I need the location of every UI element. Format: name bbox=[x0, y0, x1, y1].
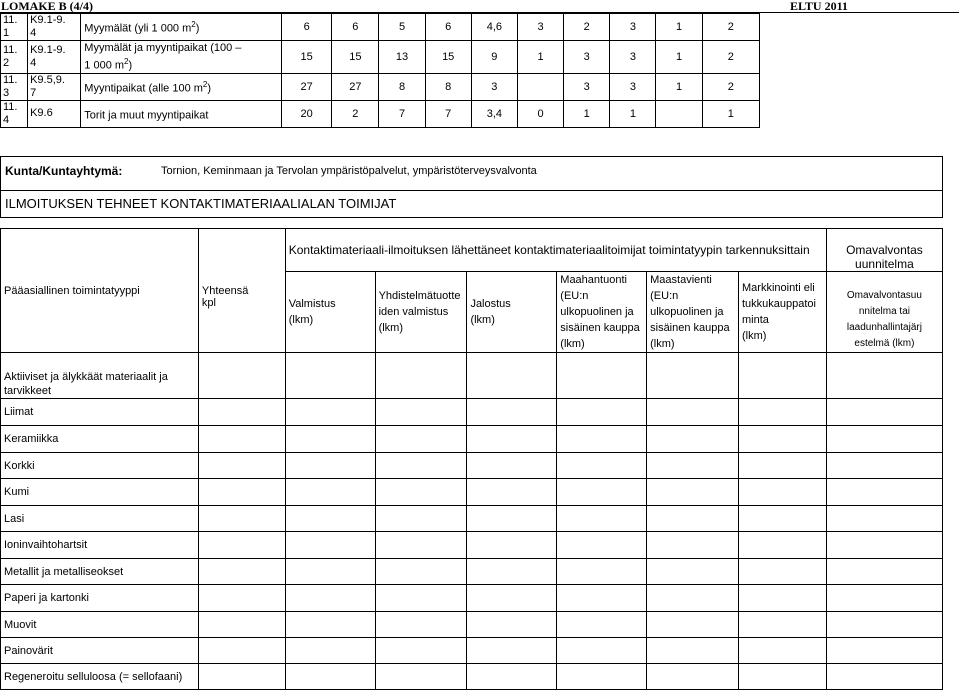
material-value-cell[interactable] bbox=[647, 532, 739, 559]
material-value-cell[interactable] bbox=[739, 353, 827, 399]
top-row bbox=[1, 41, 760, 74]
value-cell: 9 bbox=[471, 41, 517, 74]
material-value-cell[interactable] bbox=[375, 612, 467, 638]
material-value-cell[interactable] bbox=[198, 664, 285, 690]
value-cell: 0 bbox=[517, 100, 563, 127]
value-cell: 5 bbox=[379, 14, 425, 41]
material-value-cell[interactable] bbox=[198, 399, 285, 426]
material-value-cell[interactable] bbox=[826, 479, 942, 506]
material-value-cell[interactable] bbox=[375, 532, 467, 559]
material-value-cell[interactable] bbox=[375, 399, 467, 426]
form-id: LOMAKE B (4/4) bbox=[1, 0, 93, 13]
contact-material-table bbox=[0, 228, 943, 690]
material-value-cell[interactable] bbox=[375, 426, 467, 453]
material-value-cell[interactable] bbox=[467, 664, 557, 690]
top-row bbox=[1, 73, 760, 100]
material-value-cell[interactable] bbox=[467, 506, 557, 532]
value-cell: 1 bbox=[610, 100, 656, 127]
material-value-cell[interactable] bbox=[739, 506, 827, 532]
row-code: K9.6 bbox=[28, 100, 81, 127]
material-value-cell[interactable] bbox=[826, 532, 942, 559]
material-value-cell[interactable] bbox=[739, 585, 827, 612]
value-cell: 15 bbox=[332, 41, 379, 74]
value-cell: 13 bbox=[379, 41, 425, 74]
material-value-cell[interactable] bbox=[557, 353, 647, 399]
row-number: 11. 3 bbox=[1, 73, 28, 100]
top-row bbox=[1, 14, 760, 41]
value-cell: 2 bbox=[702, 41, 759, 74]
material-value-cell[interactable] bbox=[467, 612, 557, 638]
material-row bbox=[1, 585, 943, 612]
material-value-cell[interactable] bbox=[826, 585, 942, 612]
value-cell: 6 bbox=[332, 14, 379, 41]
material-value-cell[interactable] bbox=[285, 638, 375, 664]
value-cell: 6 bbox=[425, 14, 471, 41]
material-value-cell[interactable] bbox=[467, 353, 557, 399]
material-value-cell[interactable] bbox=[647, 612, 739, 638]
material-label: Regeneroitu selluloosa (= sellofaani) bbox=[1, 664, 199, 690]
row-code: K9.1-9. 4 bbox=[28, 14, 81, 41]
material-value-cell[interactable] bbox=[285, 353, 375, 399]
value-cell: 8 bbox=[425, 73, 471, 100]
material-value-cell[interactable] bbox=[647, 426, 739, 453]
value-cell: 7 bbox=[379, 100, 425, 127]
material-value-cell[interactable] bbox=[739, 638, 827, 664]
material-value-cell[interactable] bbox=[647, 585, 739, 612]
primary-type-header: Pääasiallinen toimintatyyppi bbox=[1, 229, 199, 353]
material-value-cell[interactable] bbox=[375, 664, 467, 690]
material-value-cell[interactable] bbox=[198, 638, 285, 664]
material-value-cell[interactable] bbox=[198, 353, 285, 399]
material-value-cell[interactable] bbox=[467, 453, 557, 479]
value-cell: 27 bbox=[332, 73, 379, 100]
material-row bbox=[1, 638, 943, 664]
material-value-cell[interactable] bbox=[198, 532, 285, 559]
material-value-cell[interactable] bbox=[647, 353, 739, 399]
material-value-cell[interactable] bbox=[647, 399, 739, 426]
value-cell: 6 bbox=[282, 14, 332, 41]
material-value-cell[interactable] bbox=[375, 353, 467, 399]
material-value-cell[interactable] bbox=[739, 479, 827, 506]
value-cell: 3 bbox=[517, 14, 563, 41]
row-label: Torit ja muut myyntipaikat bbox=[81, 100, 282, 127]
value-cell: 3 bbox=[471, 73, 517, 100]
value-cell: 3 bbox=[610, 14, 656, 41]
material-value-cell[interactable] bbox=[285, 664, 375, 690]
form-code: ELTU 2011 bbox=[790, 0, 848, 13]
value-cell: 1 bbox=[656, 41, 702, 74]
value-cell: 2 bbox=[332, 100, 379, 127]
top-row bbox=[1, 100, 760, 127]
material-value-cell[interactable] bbox=[285, 532, 375, 559]
material-value-cell[interactable] bbox=[557, 585, 647, 612]
row-label: Myymälät (yli 1 000 $m^2$) bbox=[81, 14, 282, 41]
material-value-cell[interactable] bbox=[739, 453, 827, 479]
material-label: Painovärit bbox=[1, 638, 199, 664]
material-value-cell[interactable] bbox=[647, 453, 739, 479]
material-value-cell[interactable] bbox=[557, 664, 647, 690]
material-value-cell[interactable] bbox=[557, 453, 647, 479]
value-cell: 1 bbox=[656, 14, 702, 41]
material-value-cell[interactable] bbox=[826, 559, 942, 585]
material-value-cell[interactable] bbox=[826, 426, 942, 453]
top-statistics-table bbox=[0, 13, 760, 128]
row-number: 11. 2 bbox=[1, 41, 28, 74]
material-value-cell[interactable] bbox=[739, 664, 827, 690]
material-value-cell[interactable] bbox=[826, 506, 942, 532]
material-label: Ioninvaihtohartsit bbox=[1, 532, 199, 559]
material-value-cell[interactable] bbox=[826, 399, 942, 426]
material-value-cell[interactable] bbox=[557, 559, 647, 585]
material-value-cell[interactable] bbox=[467, 399, 557, 426]
material-row bbox=[1, 664, 943, 690]
subcolumn-header: Valmistus (lkm) bbox=[285, 272, 375, 353]
material-row bbox=[1, 426, 943, 453]
value-cell: 3 bbox=[610, 41, 656, 74]
omav-subheader: Omavalvontasuu nnitelma tai laadunhallintajärj estelmä (lkm) bbox=[826, 272, 942, 353]
kunta-label: Kunta/Kuntayhtymä: bbox=[5, 164, 123, 178]
subcolumn-header: Maahantuonti (EU:n ulkopuolinen ja sisäinen kauppa (lkm) bbox=[557, 272, 647, 353]
material-value-cell[interactable] bbox=[285, 506, 375, 532]
value-cell: 3 bbox=[610, 73, 656, 100]
material-value-cell[interactable] bbox=[285, 399, 375, 426]
material-value-cell[interactable] bbox=[285, 559, 375, 585]
material-row bbox=[1, 399, 943, 426]
material-value-cell[interactable] bbox=[647, 479, 739, 506]
material-value-cell[interactable] bbox=[647, 506, 739, 532]
material-value-cell[interactable] bbox=[647, 664, 739, 690]
material-label: Lasi bbox=[1, 506, 199, 532]
material-value-cell[interactable] bbox=[557, 532, 647, 559]
material-value-cell[interactable] bbox=[198, 559, 285, 585]
material-label: Paperi ja kartonki bbox=[1, 585, 199, 612]
material-value-cell[interactable] bbox=[467, 638, 557, 664]
row-label: Myyntipaikat (alle 100 $m^2$) bbox=[81, 73, 282, 100]
material-value-cell[interactable] bbox=[739, 399, 827, 426]
subcolumn-header: Maastavienti (EU:n ulkopuolinen ja sisäinen kauppa (lkm) bbox=[647, 272, 739, 353]
material-label: Kumi bbox=[1, 479, 199, 506]
material-value-cell[interactable] bbox=[739, 612, 827, 638]
value-cell: 3,4 bbox=[471, 100, 517, 127]
material-value-cell[interactable] bbox=[198, 506, 285, 532]
material-value-cell[interactable] bbox=[557, 399, 647, 426]
row-code: K9.5,9. 7 bbox=[28, 73, 81, 100]
material-value-cell[interactable] bbox=[198, 612, 285, 638]
value-cell: 3 bbox=[564, 41, 610, 74]
row-label: Myymälät ja myyntipaikat (100 – 1 000 $m^2$) bbox=[81, 41, 282, 74]
material-label: Muovit bbox=[1, 612, 199, 638]
total-header: Yhteensä kpl bbox=[198, 229, 285, 353]
material-label: Keramiikka bbox=[1, 426, 199, 453]
material-value-cell[interactable] bbox=[285, 426, 375, 453]
material-label: Metallit ja metalliseokset bbox=[1, 559, 199, 585]
material-value-cell[interactable] bbox=[739, 532, 827, 559]
material-row bbox=[1, 532, 943, 559]
material-value-cell[interactable] bbox=[826, 664, 942, 690]
material-value-cell[interactable] bbox=[826, 638, 942, 664]
material-label: Korkki bbox=[1, 453, 199, 479]
value-cell: 4,6 bbox=[471, 14, 517, 41]
material-label: Liimat bbox=[1, 399, 199, 426]
value-cell: 15 bbox=[282, 41, 332, 74]
material-row bbox=[1, 453, 943, 479]
material-row bbox=[1, 353, 943, 399]
material-value-cell[interactable] bbox=[285, 479, 375, 506]
material-value-cell[interactable] bbox=[467, 426, 557, 453]
material-value-cell[interactable] bbox=[557, 638, 647, 664]
row-number: 11. 4 bbox=[1, 100, 28, 127]
material-value-cell[interactable] bbox=[739, 559, 827, 585]
material-value-cell[interactable] bbox=[375, 585, 467, 612]
material-value-cell[interactable] bbox=[467, 559, 557, 585]
material-value-cell[interactable] bbox=[467, 585, 557, 612]
material-value-cell[interactable] bbox=[557, 612, 647, 638]
value-cell: 15 bbox=[425, 41, 471, 74]
section-title: ILMOITUKSEN TEHNEET KONTAKTIMATERIAALIALAN TOIMIJAT bbox=[5, 196, 397, 211]
material-value-cell[interactable] bbox=[826, 453, 942, 479]
value-cell: 2 bbox=[702, 14, 759, 41]
material-label: Aktiiviset ja älykkäät materiaalit ja tarvikkeet bbox=[1, 353, 199, 399]
omav-header: Omavalvontas uunnitelma bbox=[826, 229, 942, 272]
material-value-cell[interactable] bbox=[557, 479, 647, 506]
material-value-cell[interactable] bbox=[285, 612, 375, 638]
material-value-cell[interactable] bbox=[198, 453, 285, 479]
material-value-cell[interactable] bbox=[375, 453, 467, 479]
value-cell: 1 bbox=[656, 73, 702, 100]
page-header bbox=[0, 0, 959, 13]
material-value-cell[interactable] bbox=[375, 506, 467, 532]
value-cell: 7 bbox=[425, 100, 471, 127]
material-value-cell[interactable] bbox=[826, 612, 942, 638]
value-cell bbox=[517, 73, 563, 100]
material-value-cell[interactable] bbox=[375, 559, 467, 585]
material-row bbox=[1, 506, 943, 532]
material-row bbox=[1, 479, 943, 506]
material-value-cell[interactable] bbox=[375, 638, 467, 664]
row-code: K9.1-9. 4 bbox=[28, 41, 81, 74]
value-cell: 27 bbox=[282, 73, 332, 100]
row-number: 11. 1 bbox=[1, 14, 28, 41]
material-value-cell[interactable] bbox=[647, 559, 739, 585]
value-cell: 8 bbox=[379, 73, 425, 100]
value-cell: 3 bbox=[564, 73, 610, 100]
value-cell: 1 bbox=[517, 41, 563, 74]
material-value-cell[interactable] bbox=[198, 585, 285, 612]
material-value-cell[interactable] bbox=[557, 506, 647, 532]
subcolumn-header: Jalostus (lkm) bbox=[467, 272, 557, 353]
material-value-cell[interactable] bbox=[375, 479, 467, 506]
value-cell: 2 bbox=[564, 14, 610, 41]
material-value-cell[interactable] bbox=[285, 453, 375, 479]
material-value-cell[interactable] bbox=[198, 479, 285, 506]
material-value-cell[interactable] bbox=[467, 479, 557, 506]
material-value-cell[interactable] bbox=[285, 585, 375, 612]
material-row bbox=[1, 612, 943, 638]
value-cell: 20 bbox=[282, 100, 332, 127]
material-value-cell[interactable] bbox=[557, 426, 647, 453]
material-value-cell[interactable] bbox=[467, 532, 557, 559]
value-cell: 2 bbox=[702, 73, 759, 100]
material-value-cell[interactable] bbox=[739, 426, 827, 453]
subcolumn-header: Markkinointi eli tukkukauppatoi minta (lkm) bbox=[739, 272, 827, 353]
material-value-cell[interactable] bbox=[647, 638, 739, 664]
material-row bbox=[1, 559, 943, 585]
value-cell: 1 bbox=[564, 100, 610, 127]
kunta-value: Tornion, Keminmaan ja Tervolan ympäristöpalvelut, ympäristöterveysvalvonta bbox=[161, 165, 537, 177]
group-header: Kontaktimateriaali-ilmoituksen lähettäneet kontaktimateriaalitoimijat toimintatyypin tarkennuksittain bbox=[285, 229, 826, 272]
material-value-cell[interactable] bbox=[826, 353, 942, 399]
value-cell bbox=[656, 100, 702, 127]
material-value-cell[interactable] bbox=[198, 426, 285, 453]
subcolumn-header: Yhdistelmätuotte iden valmistus (lkm) bbox=[375, 272, 467, 353]
value-cell: 1 bbox=[702, 100, 759, 127]
